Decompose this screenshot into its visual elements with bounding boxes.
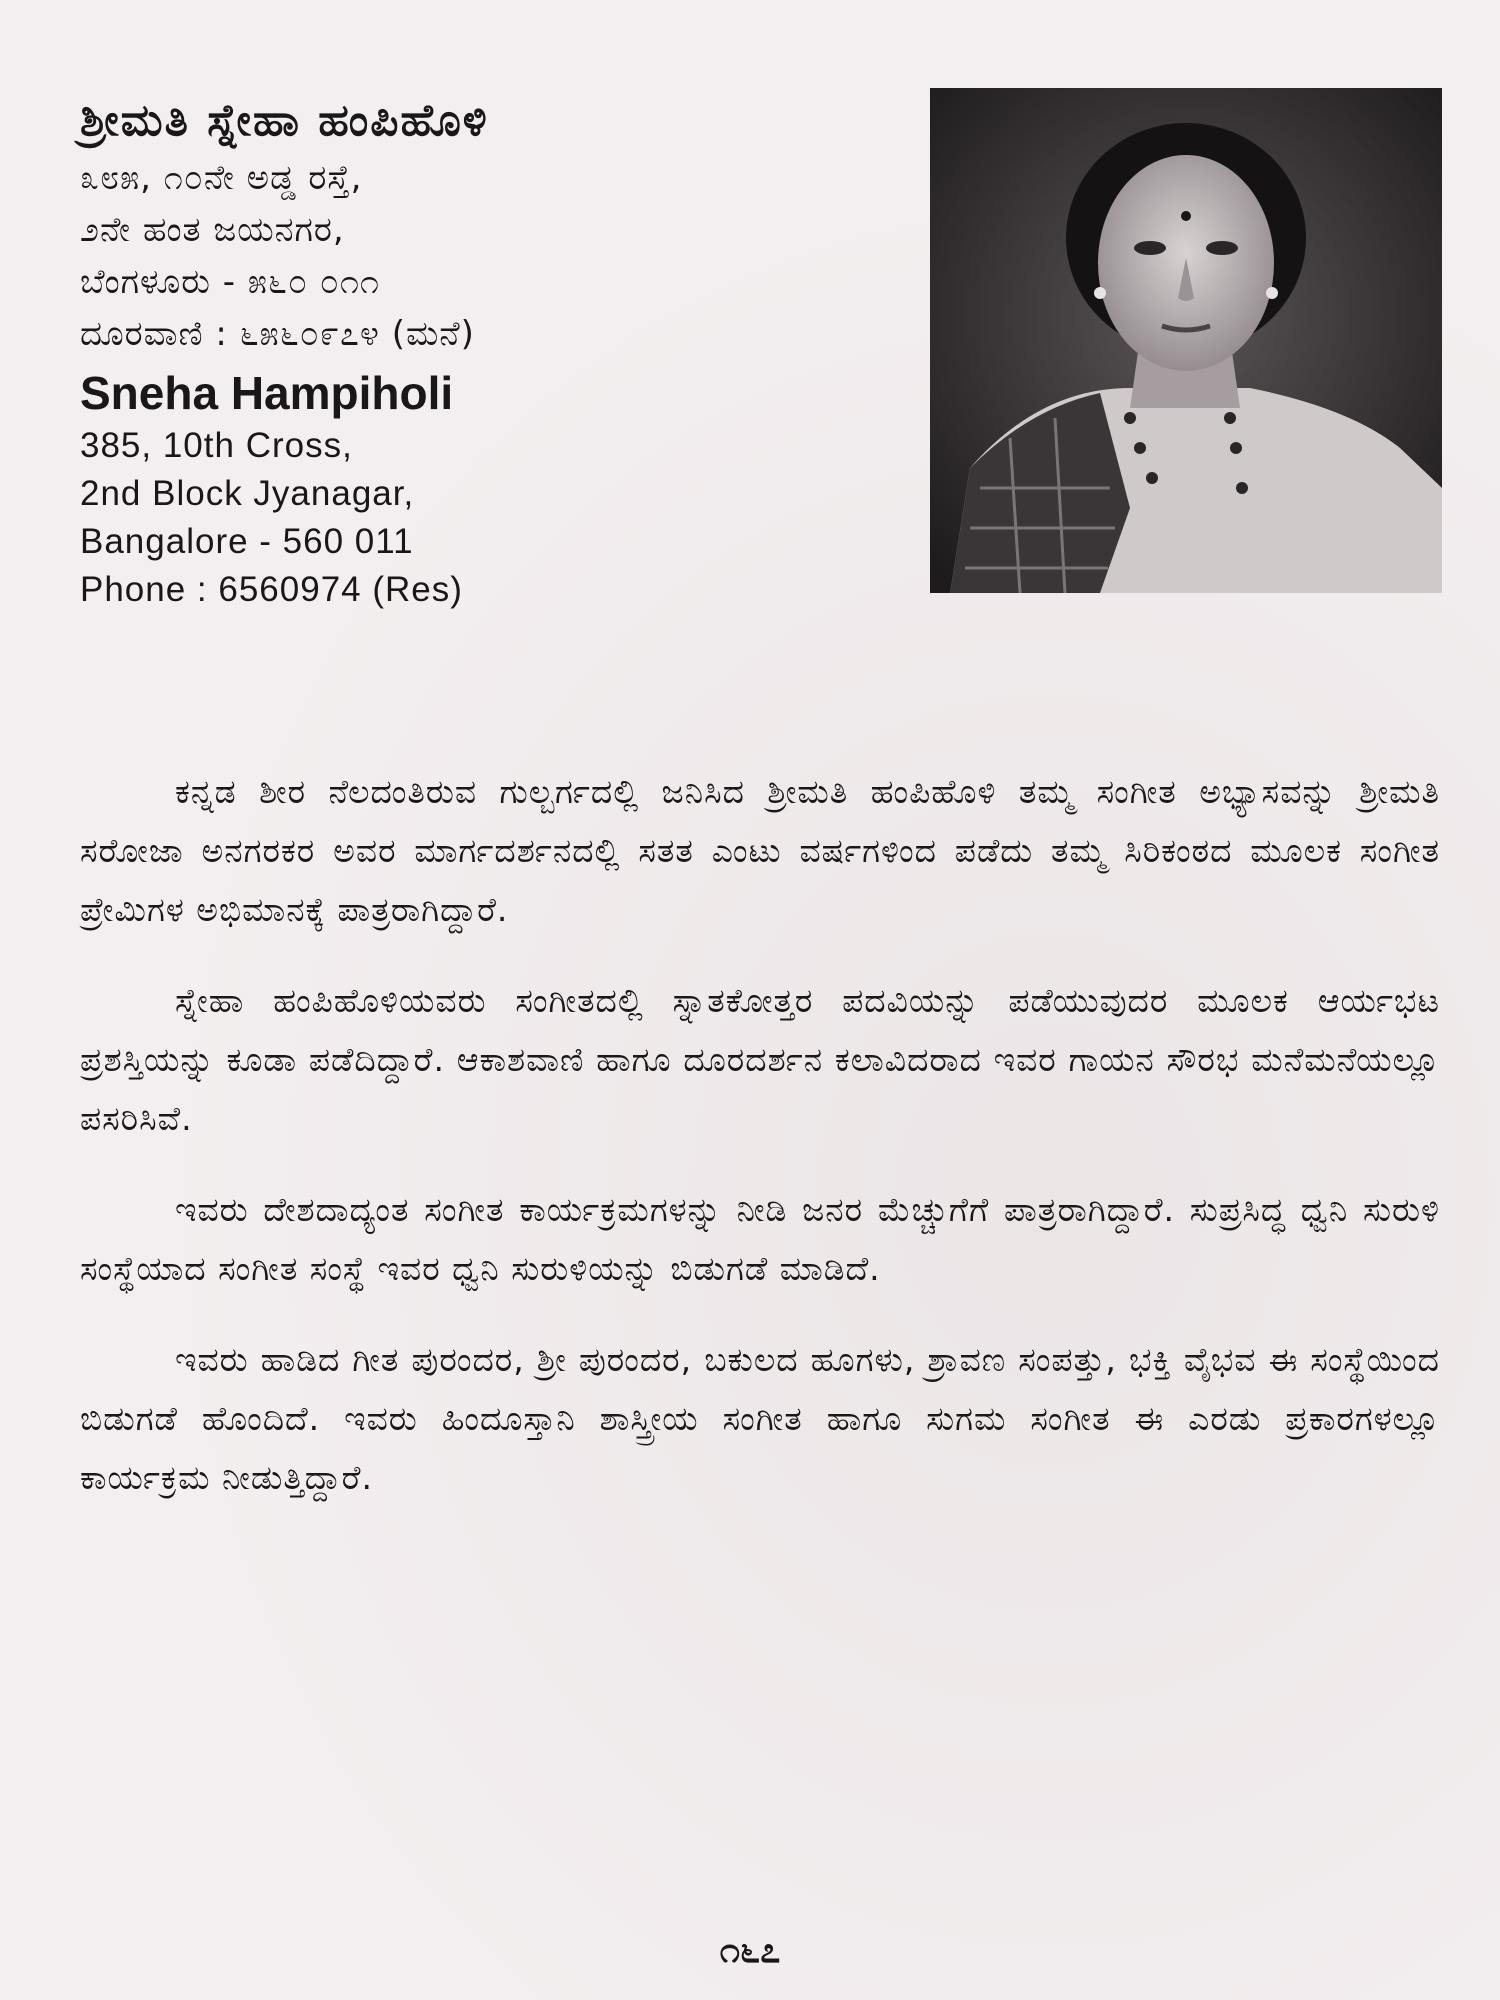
english-address-line: 2nd Block Jyanagar, (80, 474, 415, 513)
portrait-photo (930, 88, 1442, 593)
english-name-heading: Sneha Hampiholi (80, 367, 454, 419)
kannada-phone: ದೂರವಾಣಿ : ೬೫೬೦೯೭೪ (ಮನೆ) (80, 314, 475, 354)
biography-paragraph: ಸ್ನೇಹಾ ಹಂಪಿಹೊಳಿಯವರು ಸಂಗೀತದಲ್ಲಿ ಸ್ನಾತಕೋತ್ತರ ಪದವಿಯನ್ನು ಪಡೆಯುವುದರ ಮೂಲಕ ಆರ್ಯಭಟ ಪ್ರಶಸ್ತಿಯನ್ನು ಕೂಡಾ ಪಡೆದಿದ್ದಾರೆ. ಆಕಾಶವಾಣಿ ಹಾಗೂ ದೂರದರ್ಶನ ಕಲಾವಿದರಾದ ಇವರ ಗಾಯನ ಸೌರಭ ಮನೆಮನೆಯಲ್ಲೂ ಪಸರಿಸಿವೆ. (80, 981, 1440, 1138)
biography-paragraph: ಕನ್ನಡ ಶೀರ ನೆಲದಂತಿರುವ ಗುಲ್ಬರ್ಗದಲ್ಲಿ ಜನಿಸಿದ ಶ್ರೀಮತಿ ಹಂಪಿಹೊಳಿ ತಮ್ಮ ಸಂಗೀತ ಅಭ್ಯಾಸವನ್ನು ಶ್ರೀಮತಿ ಸರೋಜಾ ಅನಗರಕರ ಅವರ ಮಾರ್ಗದರ್ಶನದಲ್ಲಿ ಸತತ ಎಂಟು ವರ್ಷಗಳಿಂದ ಪಡೆದು ತಮ್ಮ ಸಿರಿಕಂಠದ ಮೂಲಕ ಸಂಗೀತ ಪ್ರೇಮಿಗಳ ಅಭಿಮಾನಕ್ಕೆ ಪಾತ್ರರಾಗಿದ್ದಾರೆ. (80, 772, 1440, 929)
kannada-address-line: ೨ನೇ ಹಂತ ಜಯನಗರ, (80, 210, 345, 250)
english-phone: Phone : 6560974 (Res) (80, 570, 463, 609)
english-address-line: 385, 10th Cross, (80, 426, 353, 465)
biography-text (80, 762, 1440, 1539)
biography-paragraph: ಇವರು ದೇಶದಾದ್ಯಂತ ಸಂಗೀತ ಕಾರ್ಯಕ್ರಮಗಳನ್ನು ನೀಡಿ ಜನರ ಮೆಚ್ಚುಗೆಗೆ ಪಾತ್ರರಾಗಿದ್ದಾರೆ. ಸುಪ್ರಸಿದ್ಧ ಧ್ವನಿ ಸುರುಳಿ ಸಂಸ್ಥೆಯಾದ ಸಂಗೀತ ಸಂಸ್ಥೆ ಇವರ ಧ್ವನಿ ಸುರುಳಿಯನ್ನು ಬಿಡುಗಡೆ ಮಾಡಿದೆ. (80, 1190, 1440, 1288)
english-address-line: Bangalore - 560 011 (80, 522, 414, 561)
kannada-address-line: ಬೆಂಗಳೂರು - ೫೬೦ ೦೧೧ (80, 262, 380, 302)
profile-header (80, 90, 900, 614)
kannada-address-line: ೩೮೫, ೧೦ನೇ ಅಡ್ಡ ರಸ್ತೆ, (80, 158, 363, 198)
biography-paragraph: ಇವರು ಹಾಡಿದ ಗೀತ ಪುರಂದರ, ಶ್ರೀ ಪುರಂದರ, ಬಕುಲದ ಹೂಗಳು, ಶ್ರಾವಣ ಸಂಪತ್ತು, ಭಕ್ತಿ ವೈಭವ ಈ ಸಂಸ್ಥೆಯಿಂದ ಬಿಡುಗಡೆ ಹೊಂದಿದೆ. ಇವರು ಹಿಂದೂಸ್ತಾನಿ ಶಾಸ್ತ್ರೀಯ ಸಂಗೀತ ಹಾಗೂ ಸುಗಮ ಸಂಗೀತ ಈ ಎರಡು ಪ್ರಕಾರಗಳಲ್ಲೂ ಕಾರ್ಯಕ್ರಮ ನೀಡುತ್ತಿದ್ದಾರೆ. (80, 1340, 1440, 1497)
portrait-photo-icon (930, 88, 1442, 593)
kannada-name-heading: ಶ್ರೀಮತಿ ಸ್ನೇಹಾ ಹಂಪಿಹೊಳಿ (80, 95, 489, 146)
page-number: ೧೬೭ (719, 1930, 781, 1971)
